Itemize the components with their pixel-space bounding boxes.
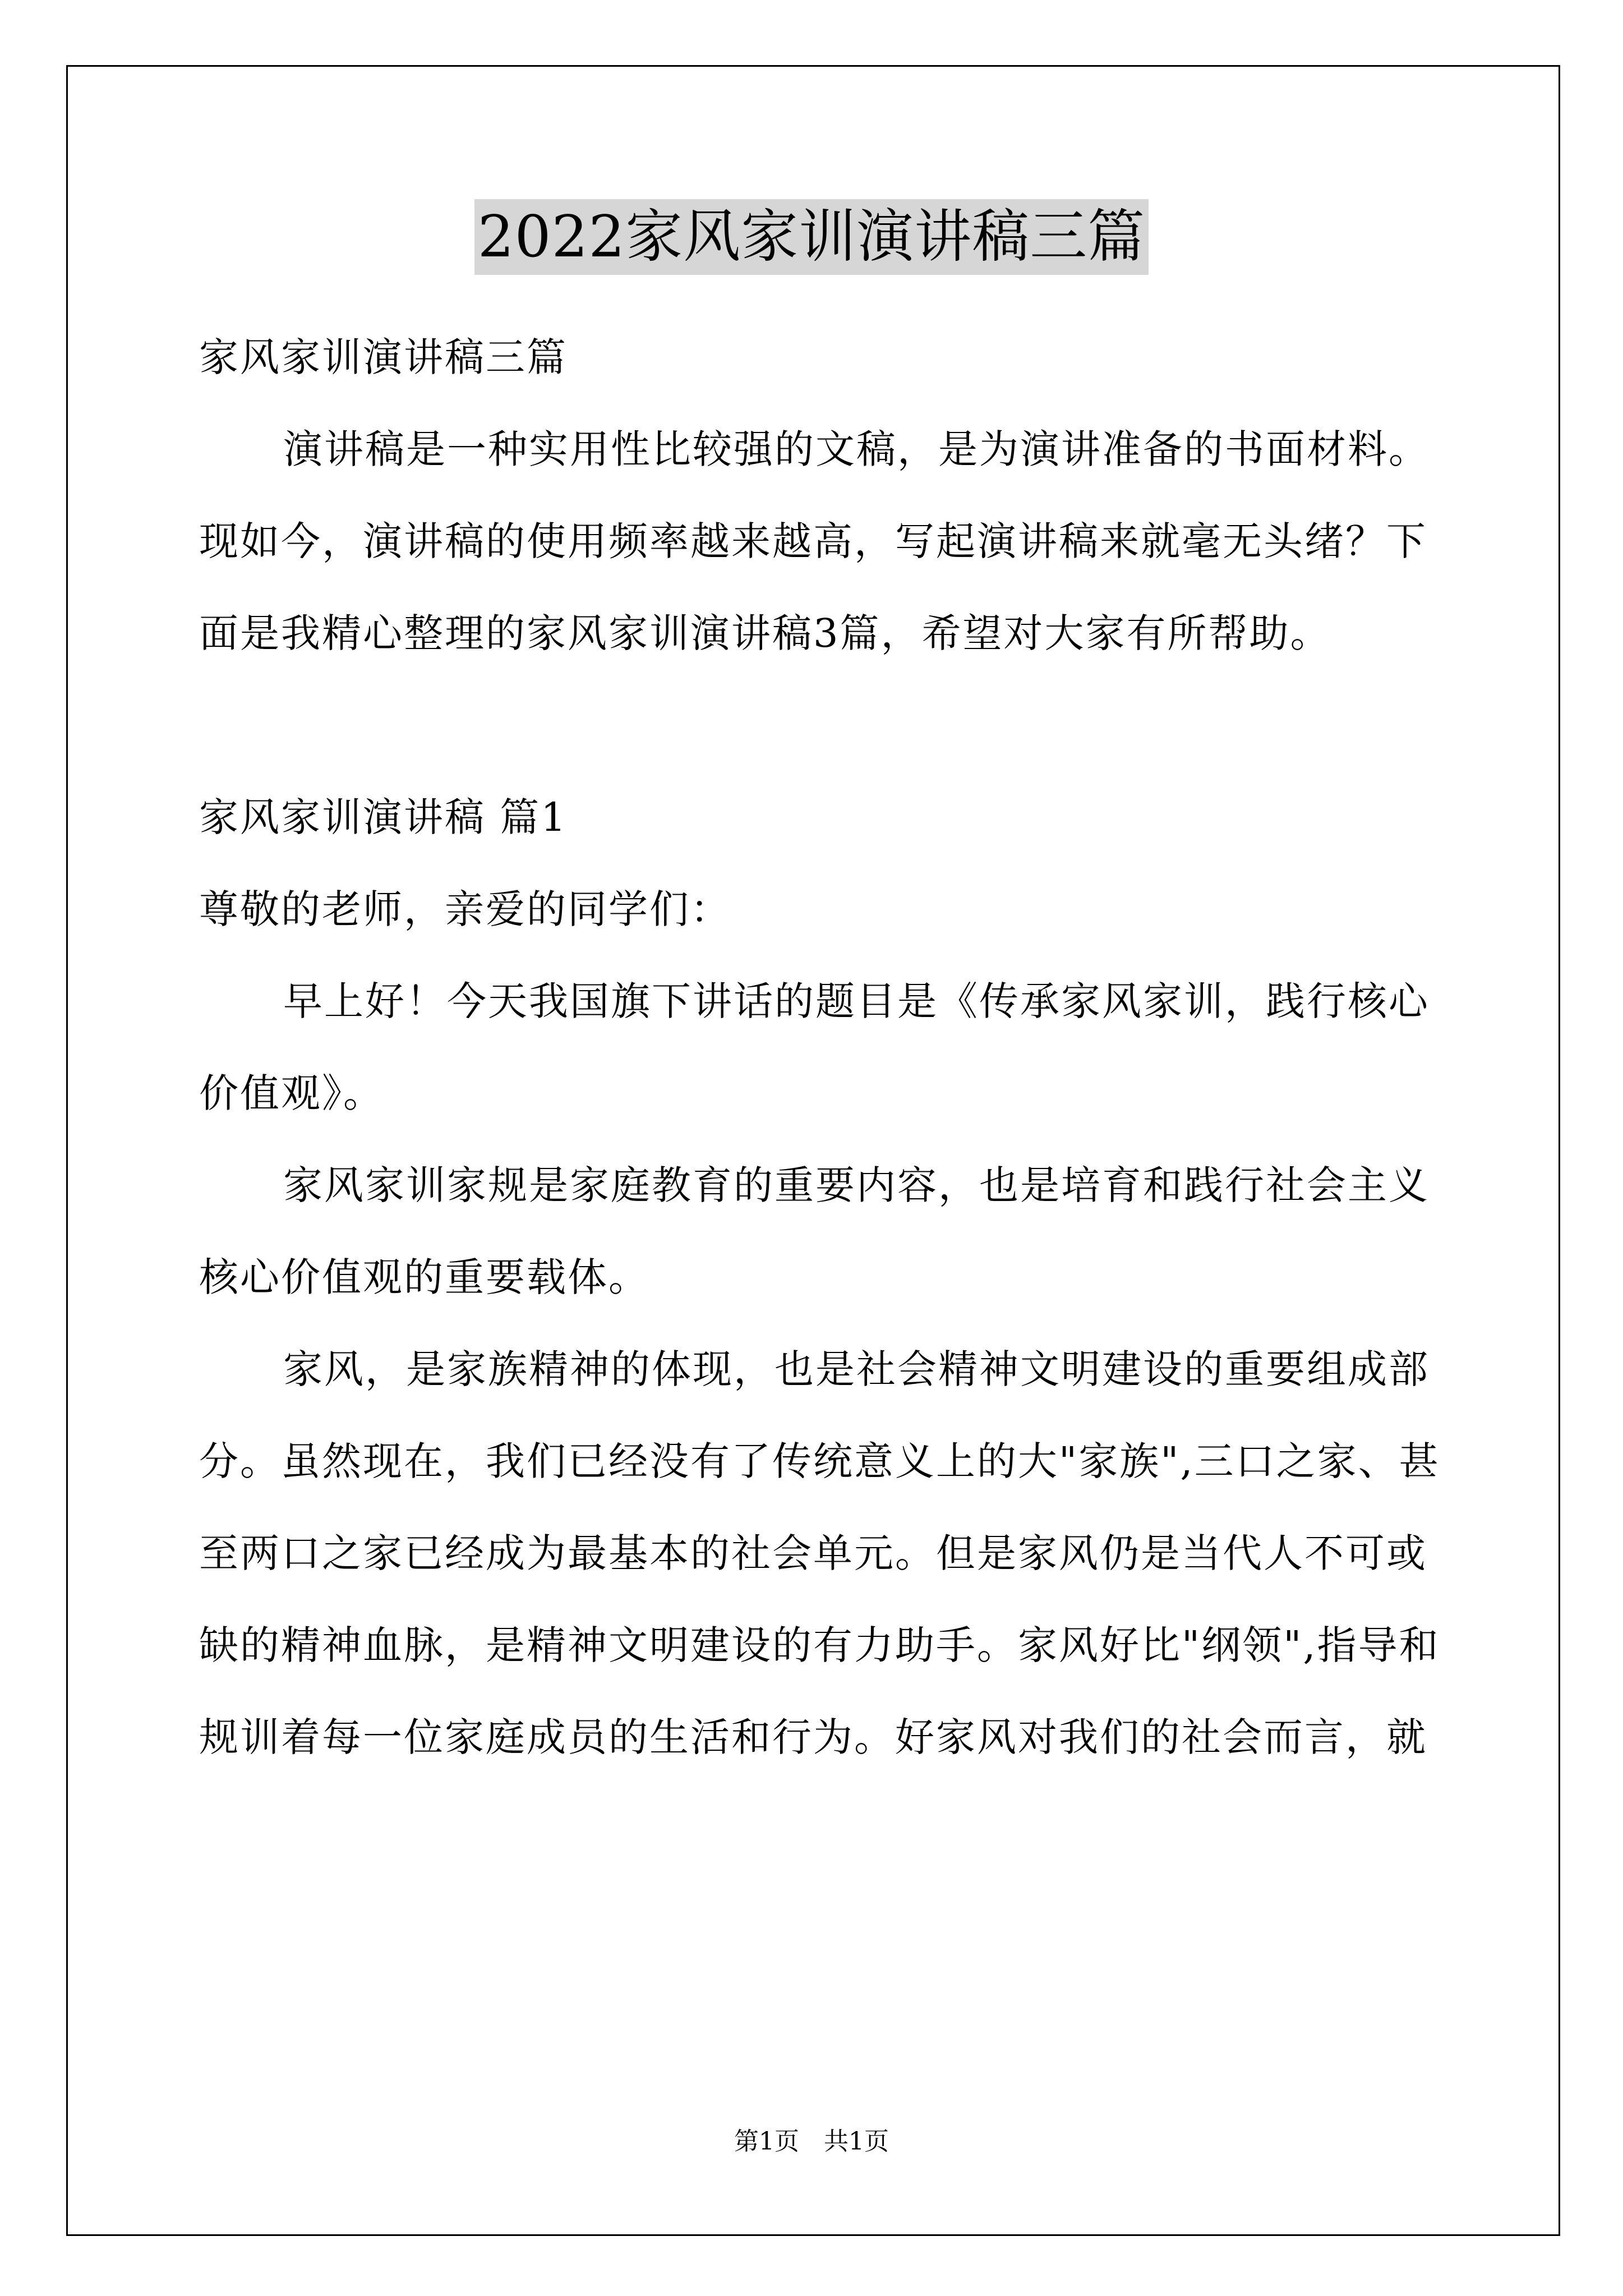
section-heading: 家风家训演讲稿 篇1 xyxy=(199,794,568,840)
paragraph-line: 面是我精心整理的家风家训演讲稿3篇，希望对大家有所帮助。 xyxy=(199,610,1331,656)
paragraph-line: 价值观》。 xyxy=(199,1070,384,1116)
paragraph-line: 核心价值观的重要载体。 xyxy=(199,1254,649,1300)
paragraph-line: 演讲稿是一种实用性比较强的文稿，是为演讲准备的书面材料。 xyxy=(283,426,1430,472)
page-footer: 第1页 共1页 xyxy=(734,2127,889,2156)
subtitle-line: 家风家训演讲稿三篇 xyxy=(199,334,568,380)
document-body xyxy=(199,311,1440,1783)
paragraph-line: 家风，是家族精神的体现，也是社会精神文明建设的重要组成部 xyxy=(283,1346,1430,1392)
title-container xyxy=(0,199,1623,275)
paragraph-line: 分。虽然现在，我们已经没有了传统意义上的大"家族",三口之家、甚 xyxy=(199,1438,1440,1484)
paragraph-line: 缺的精神血脉，是精神文明建设的有力助手。家风好比"纲领",指导和 xyxy=(199,1622,1440,1668)
paragraph-line: 规训着每一位家庭成员的生活和行为。好家风对我们的社会而言，就 xyxy=(199,1714,1427,1760)
paragraph-line: 家风家训家规是家庭教育的重要内容，也是培育和践行社会主义 xyxy=(283,1162,1430,1208)
document-title: 2022家风家训演讲稿三篇 xyxy=(474,199,1149,275)
paragraph-line: 早上好！今天我国旗下讲话的题目是《传承家风家训，践行核心 xyxy=(283,978,1430,1024)
paragraph-line: 至两口之家已经成为最基本的社会单元。但是家风仍是当代人不可或 xyxy=(199,1530,1427,1576)
blank-line xyxy=(199,679,1433,771)
paragraph-line: 现如今，演讲稿的使用频率越来越高，写起演讲稿来就毫无头绪？下 xyxy=(199,518,1427,564)
salutation-line: 尊敬的老师，亲爱的同学们： xyxy=(199,886,731,932)
